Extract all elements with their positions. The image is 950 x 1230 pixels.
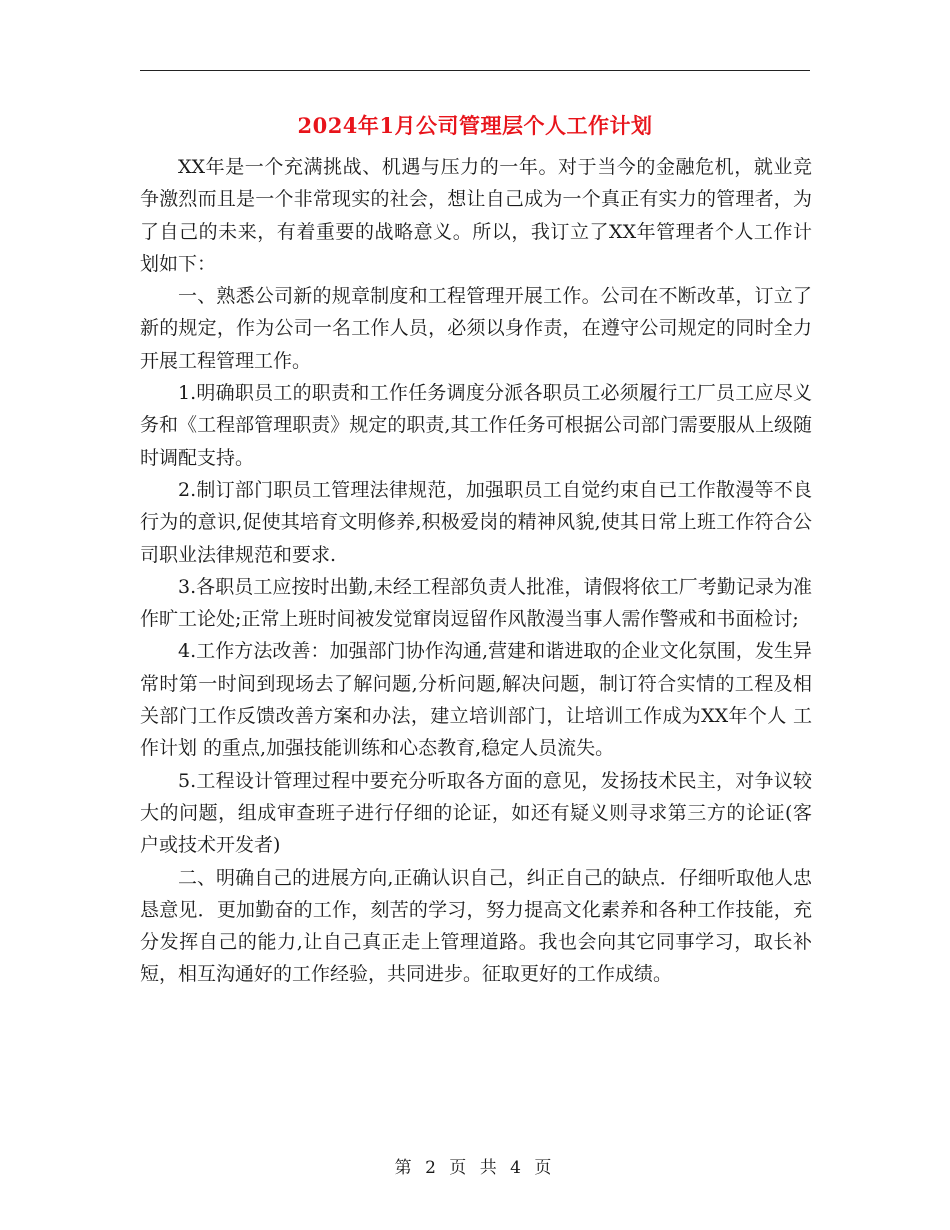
- paragraph-item-4: 4.工作方法改善：加强部门协作沟通,营建和谐进取的企业文化氛围，发生异常时第一时间到现场去了解问题,分析问题,解决问题，制订符合实情的工程及相关部门工作反馈改善方案和办法，建立培训部门，让培训工作成为XX年个人 工作计划 的重点,加强技能训练和心态教育,稳定人员流失。: [140, 640, 812, 760]
- paragraph-section-2: 二、明确自己的进展方向,正确认识自己，纠正自己的缺点．仔细听取他人忠恳意见．更加勤奋的工作，刻苦的学习，努力提高文化素养和各种工作技能，充分发挥自己的能力,让自己真正走上管理道路。我也会向其它同事学习，取长补短，相互沟通好的工作经验，共同进步。征取更好的工作成绩。: [140, 866, 812, 986]
- paragraph-item-3: 3.各职员工应按时出勤,未经工程部负责人批准，请假将依工厂考勤记录为准作旷工论处;正常上班时间被发觉窜岗逗留作风散漫当事人需作警戒和书面检讨;: [140, 575, 812, 631]
- paragraph-intro: XX年是一个充满挑战、机遇与压力的一年。对于当今的金融危机，就业竞争激烈而且是一个非常现实的社会，想让自己成为一个真正有实力的管理者，为了自己的未来，有着重要的战略意义。所以，我订立了XX年管理者个人工作计划如下：: [140, 156, 812, 275]
- header-rule: [140, 70, 810, 71]
- paragraph-item-5: 5.工程设计管理过程中要充分听取各方面的意见，发扬技术民主，对争议较大的问题，组成审查班子进行仔细的论证，如还有疑义则寻求第三方的论证(客户或技术开发者): [140, 769, 812, 857]
- document-body: [140, 151, 812, 991]
- paragraph-section-1: 一、熟悉公司新的规章制度和工程管理开展工作。公司在不断改革，订立了新的规定，作为公司一名工作人员，必须以身作责，在遵守公司规定的同时全力开展工程管理工作。: [140, 285, 812, 372]
- page-number-footer: 第 2 页 共 4 页: [394, 1158, 556, 1178]
- paragraph-item-1: 1.明确职员工的职责和工作任务调度分派各职员工必须履行工厂员工应尽义务和《工程部管理职责》规定的职责,其工作任务可根据公司部门需要服从上级随时调配支持。: [140, 382, 812, 469]
- paragraph-item-2: 2.制订部门职员工管理法律规范，加强职员工自觉约束自已工作散漫等不良行为的意识,促使其培育文明修养,积极爱岗的精神风貌,使其日常上班工作符合公司职业法律规范和要求.: [140, 478, 812, 566]
- document-title: 2024年1月公司管理层个人工作计划: [297, 113, 653, 138]
